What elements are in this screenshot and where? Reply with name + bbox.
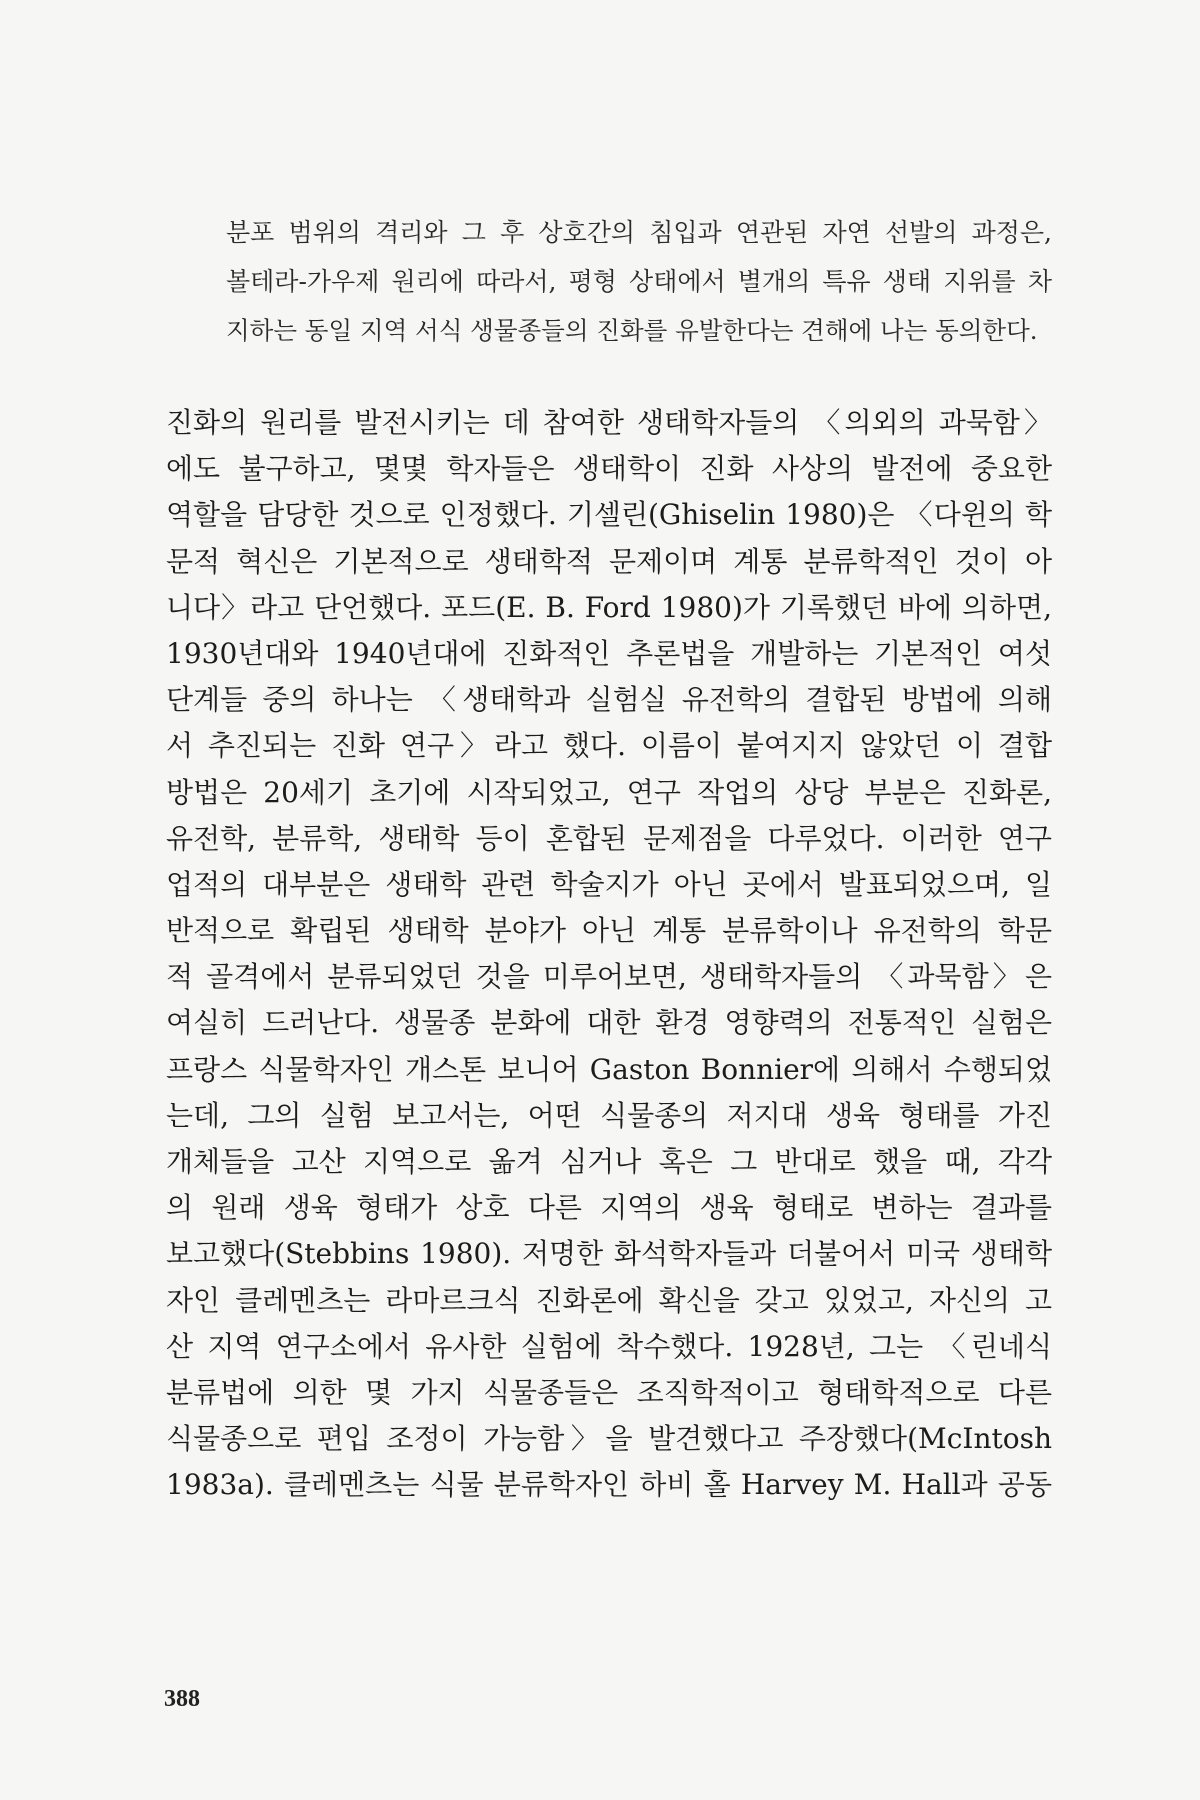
body-line: 적 골격에서 분류되었던 것을 미루어보면, 생태학자들의 〈과묵함〉은 bbox=[166, 960, 1052, 994]
quote-line: 볼테라-가우제 원리에 따라서, 평형 상태에서 별개의 특유 생태 지위를 차 bbox=[226, 267, 1052, 296]
body-line: 보고했다(Stebbins 1980). 저명한 화석학자들과 더불어서 미국 생태학 bbox=[166, 1237, 1052, 1271]
body-line: 산 지역 연구소에서 유사한 실험에 착수했다. 1928년, 그는 〈린네식 bbox=[166, 1329, 1052, 1363]
body-line: 단계들 중의 하나는 〈생태학과 실험실 유전학의 결합된 방법에 의해 bbox=[166, 683, 1052, 717]
body-line: 문적 혁신은 기본적으로 생태학적 문제이며 계통 분류학적인 것이 아 bbox=[166, 544, 1052, 578]
quote-line: 분포 범위의 격리와 그 후 상호간의 침입과 연관된 자연 선발의 과정은, bbox=[226, 218, 1052, 247]
body-line: 유전학, 분류학, 생태학 등이 혼합된 문제점을 다루었다. 이러한 연구 bbox=[166, 821, 1052, 855]
body-line: 니다〉라고 단언했다. 포드(E. B. Ford 1980)가 기록했던 바에 의하면, bbox=[166, 590, 1052, 624]
body-line: 개체들을 고산 지역으로 옮겨 심거나 혹은 그 반대로 했을 때, 각각 bbox=[166, 1145, 1052, 1178]
body-line: 의 원래 생육 형태가 상호 다른 지역의 생육 형태로 변하는 결과를 bbox=[166, 1191, 1052, 1225]
body-line: 업적의 대부분은 생태학 관련 학술지가 아닌 곳에서 발표되었으며, 일 bbox=[166, 867, 1052, 901]
body-paragraph bbox=[166, 400, 1052, 1509]
body-line: 프랑스 식물학자인 개스톤 보니어 Gaston Bonnier에 의해서 수행되었 bbox=[166, 1052, 1052, 1086]
body-line: 여실히 드러난다. 생물종 분화에 대한 환경 영향력의 전통적인 실험은 bbox=[166, 1006, 1052, 1040]
body-line: 식물종으로 편입 조정이 가능함〉을 발견했다고 주장했다(McIntosh bbox=[166, 1422, 1052, 1456]
quote-line: 지하는 동일 지역 서식 생물종들의 진화를 유발한다는 견해에 나는 동의한다. bbox=[226, 316, 1038, 345]
body-line: 진화의 원리를 발전시키는 데 참여한 생태학자들의 〈의외의 과묵함〉 bbox=[166, 406, 1052, 439]
body-line: 에도 불구하고, 몇몇 학자들은 생태학이 진화 사상의 발전에 중요한 bbox=[166, 452, 1052, 486]
block-quote bbox=[226, 208, 1052, 355]
body-line: 자인 클레멘츠는 라마르크식 진화론에 확신을 갖고 있었고, 자신의 고 bbox=[166, 1283, 1052, 1317]
body-line: 서 추진되는 진화 연구〉라고 했다. 이름이 붙여지지 않았던 이 결합 bbox=[166, 729, 1052, 763]
body-line: 1983a). 클레멘츠는 식물 분류학자인 하비 홀 Harvey M. Hall과 공동 bbox=[166, 1468, 1052, 1502]
body-line: 1930년대와 1940년대에 진화적인 추론법을 개발하는 기본적인 여섯 bbox=[166, 636, 1052, 670]
body-line: 는데, 그의 실험 보고서는, 어떤 식물종의 저지대 생육 형태를 가진 bbox=[166, 1098, 1052, 1132]
body-line: 분류법에 의한 몇 가지 식물종들은 조직학적이고 형태학적으로 다른 bbox=[166, 1375, 1052, 1409]
body-line: 반적으로 확립된 생태학 분야가 아닌 계통 분류학이나 유전학의 학문 bbox=[166, 914, 1052, 948]
page-number: 388 bbox=[164, 1686, 200, 1712]
body-line: 방법은 20세기 초기에 시작되었고, 연구 작업의 상당 부분은 진화론, bbox=[166, 775, 1052, 809]
body-line: 역할을 담당한 것으로 인정했다. 기셀린(Ghiselin 1980)은 〈다윈의 학 bbox=[166, 498, 1052, 532]
